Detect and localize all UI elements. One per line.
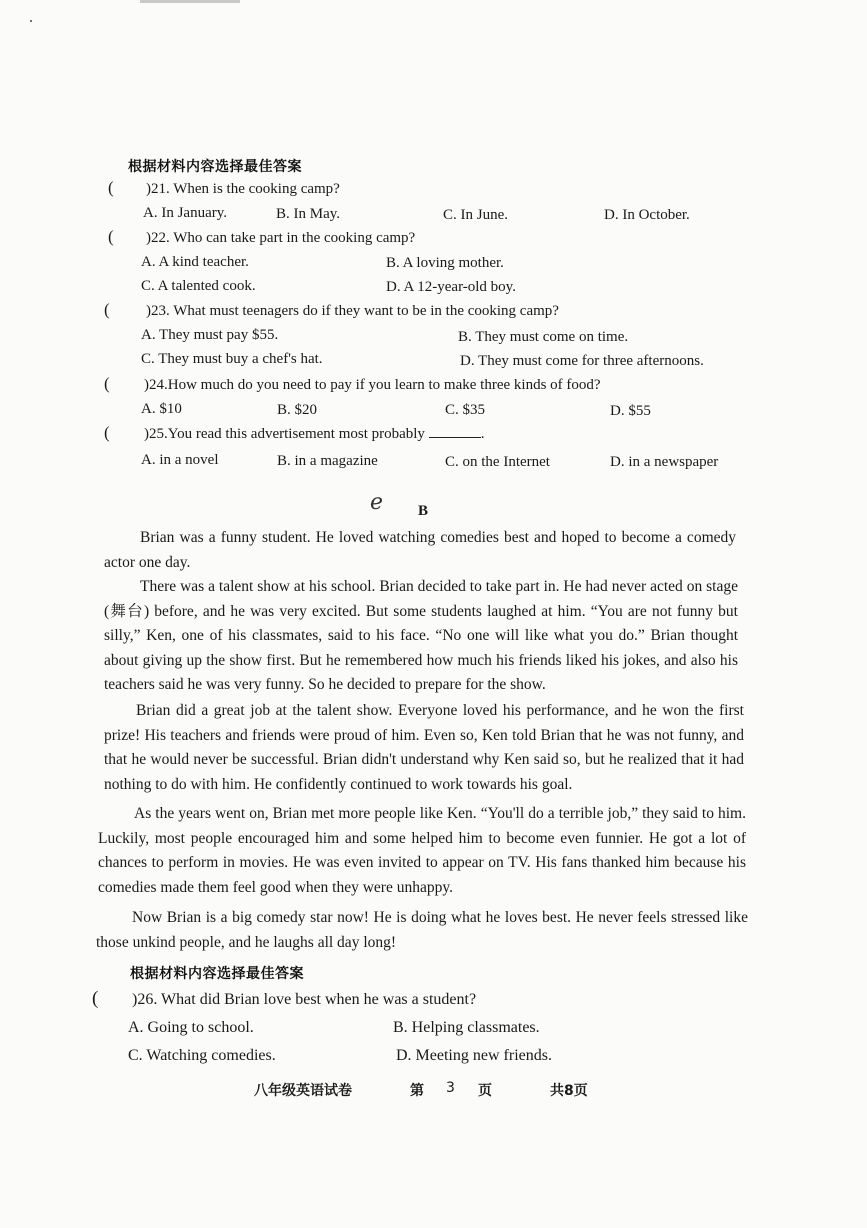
instructions-heading-2: 根据材料内容选择最佳答案 xyxy=(130,966,304,982)
option-24c: C. $35 xyxy=(445,402,486,418)
option-22d: D. A 12-year-old boy. xyxy=(386,279,516,295)
question-24: )24.How much do you need to pay if you learn to make three kinds of food? xyxy=(144,377,601,393)
footer-total-pages: 共8页 xyxy=(550,1083,588,1099)
scan-mark xyxy=(140,0,240,3)
option-24b: B. $20 xyxy=(277,402,318,418)
answer-paren-25: ( xyxy=(104,423,110,442)
passage-paragraph-3: Brian did a great job at the talent show. Everyone loved his performance, and he won the first prize! His teachers and friends were proud of him. Even so, Ken told Brian that he was not funny, and that he would never be successful. Brian didn't understand why Ken said so, but he realized that it had nothing to do with him. He confidently continued to work towards his goal. xyxy=(104,702,744,793)
footer-page-number: 3 xyxy=(446,1080,455,1096)
passage-paragraph-5: Now Brian is a big comedy star now! He is doing what he loves best. He never feels stressed like those unkind people, and he laughs all day long! xyxy=(96,909,748,951)
option-25b: B. in a magazine xyxy=(277,453,378,469)
option-24a: A. $10 xyxy=(141,401,182,417)
instructions-heading: 根据材料内容选择最佳答案 xyxy=(128,159,302,175)
question-25: )25.You read this advertisement most probably . xyxy=(144,426,485,442)
answer-blank xyxy=(429,427,481,438)
option-22c: C. A talented cook. xyxy=(141,278,256,294)
option-21d: D. In October. xyxy=(604,207,690,223)
scan-dot xyxy=(30,20,32,22)
answer-paren-23: ( xyxy=(104,300,110,319)
option-23b: B. They must come on time. xyxy=(458,329,629,345)
option-26b: B. Helping classmates. xyxy=(393,1019,540,1036)
answer-paren-26: ( xyxy=(92,988,99,1009)
answer-paren-24: ( xyxy=(104,374,110,393)
option-21a: A. In January. xyxy=(143,205,228,221)
question-25-text: )25.You read this advertisement most probably xyxy=(144,426,425,442)
section-b-heading: B xyxy=(418,503,429,519)
option-24d: D. $55 xyxy=(610,403,651,419)
footer-page-prefix: 第 xyxy=(410,1083,424,1099)
answer-paren-21: ( xyxy=(108,178,114,197)
question-22: )22. Who can take part in the cooking camp? xyxy=(146,230,416,246)
passage-paragraph-2: There was a talent show at his school. Brian decided to take part in. He had never acted on stage (舞台) before, and he was very excited. But some students laughed at him. “You are not funny but silly,” Ken, one of his classmates, said to his face. “No one will like what you do.” Brian thought about giving up the show first. But he remembered how much his friends liked his jokes, and also his teachers said he was very funny. So he decided to prepare for the show. xyxy=(104,578,738,694)
passage-paragraph-4: As the years went on, Brian met more people like Ken. “You'll do a terrible job,” they said to him. Luckily, most people encouraged him and some helped him to become even funnier. He got a lot of chances to perform in movies. He was even invited to appear on TV. His fans thanked him because his comedies made them feel good when they were unhappy. xyxy=(98,805,746,896)
handwritten-mark: e xyxy=(370,490,384,515)
question-21: )21. When is the cooking camp? xyxy=(146,181,340,197)
option-22a: A. A kind teacher. xyxy=(141,254,249,270)
question-23: )23. What must teenagers do if they want to be in the cooking camp? xyxy=(146,303,559,319)
footer-page-suffix: 页 xyxy=(478,1083,492,1099)
option-23c: C. They must buy a chef's hat. xyxy=(141,351,323,367)
option-25d: D. in a newspaper xyxy=(610,454,719,470)
option-25c: C. on the Internet xyxy=(445,454,550,470)
option-26a: A. Going to school. xyxy=(128,1019,254,1036)
option-22b: B. A loving mother. xyxy=(386,255,504,271)
option-21c: C. In June. xyxy=(443,207,508,223)
option-25a: A. in a novel xyxy=(141,452,219,468)
option-26d: D. Meeting new friends. xyxy=(396,1047,552,1064)
answer-paren-22: ( xyxy=(108,227,114,246)
option-23d: D. They must come for three afternoons. xyxy=(460,353,704,369)
option-26c: C. Watching comedies. xyxy=(128,1047,276,1064)
option-23a: A. They must pay $55. xyxy=(141,327,279,343)
passage-paragraph-1: Brian was a funny student. He loved watching comedies best and hoped to become a comedy actor one day. xyxy=(104,529,736,571)
question-26: )26. What did Brian love best when he was a student? xyxy=(132,991,477,1008)
footer-subject: 八年级英语试卷 xyxy=(254,1083,352,1099)
option-21b: B. In May. xyxy=(276,206,341,222)
